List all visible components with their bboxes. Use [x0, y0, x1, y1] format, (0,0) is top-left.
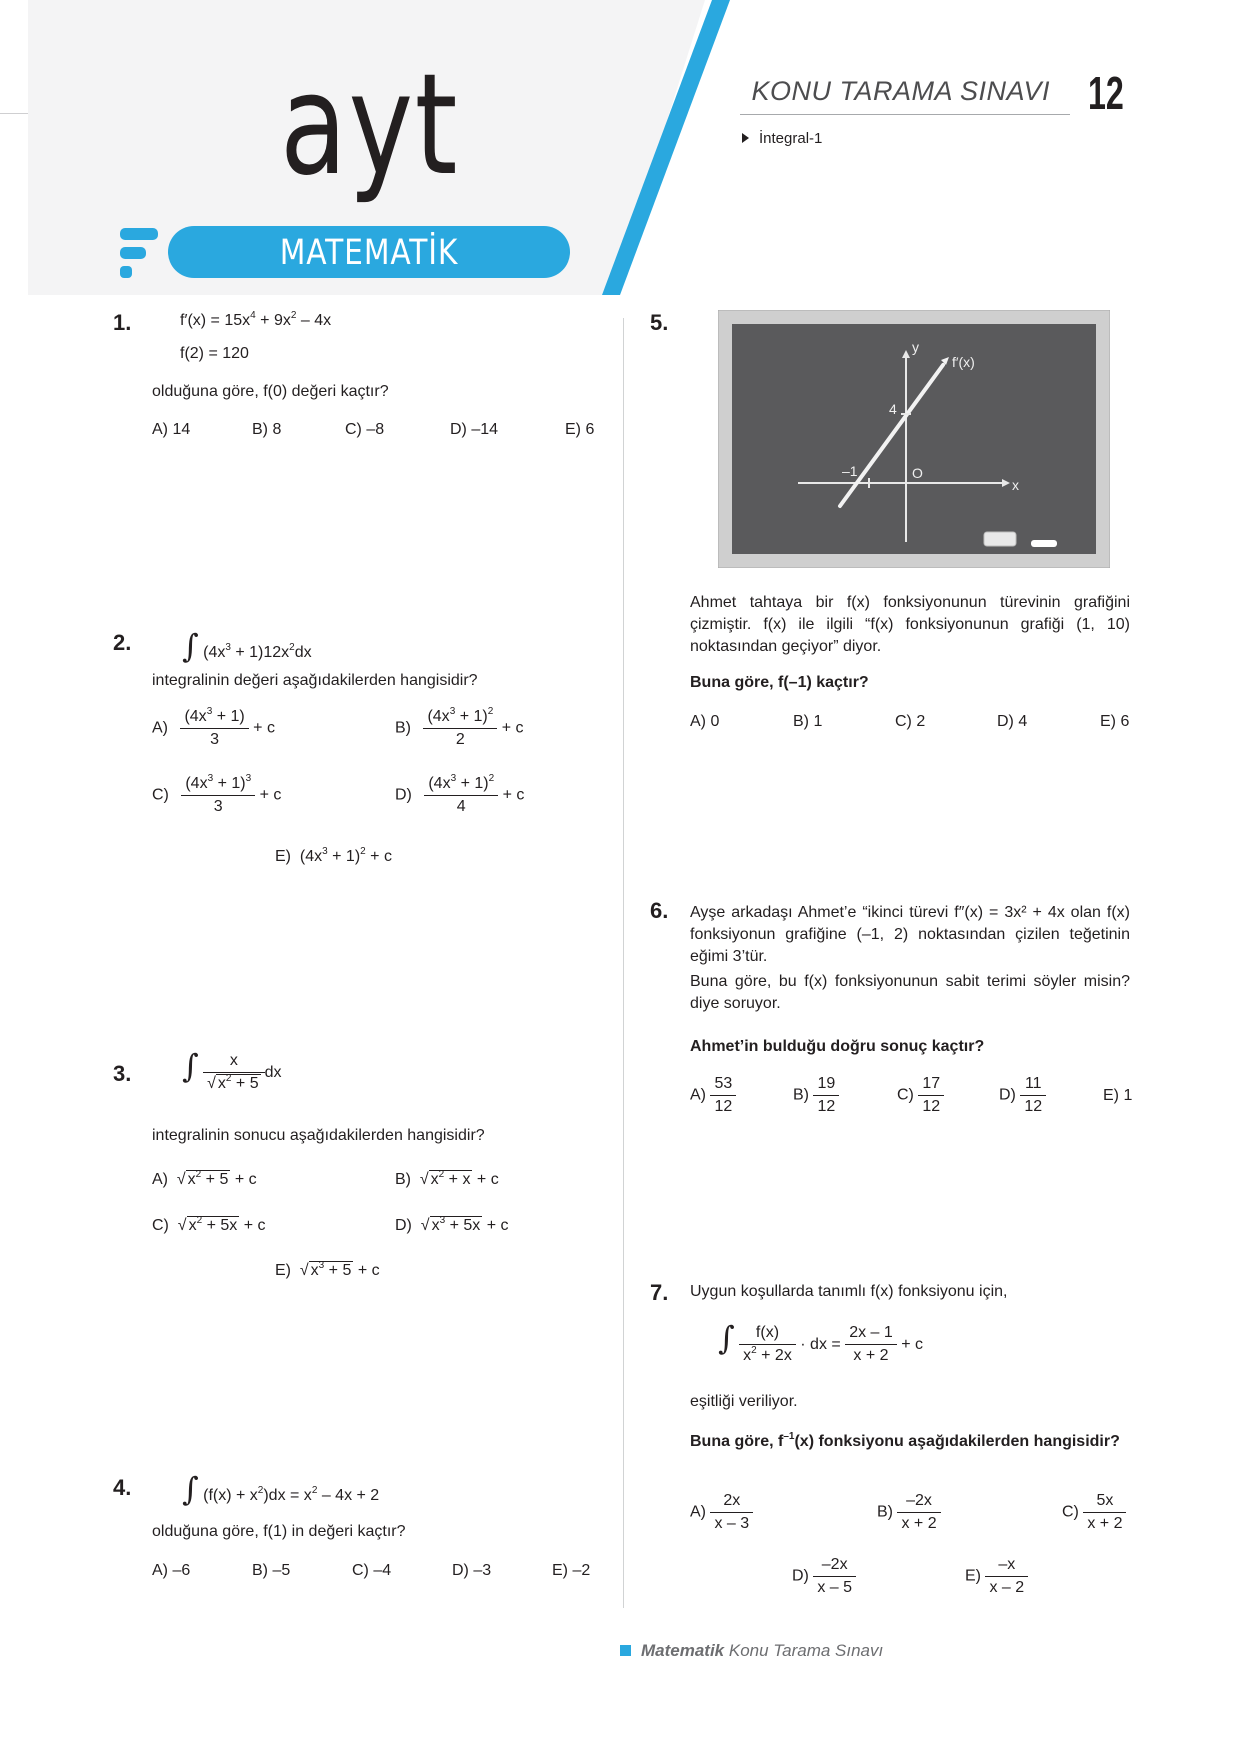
q1-question: olduğuna göre, f(0) değeri kaçtır?: [152, 383, 389, 400]
column-divider: [623, 318, 624, 1608]
integral-sign-icon: ∫: [718, 1319, 735, 1357]
topic-label: [742, 130, 822, 147]
footer-square-icon: [620, 1645, 631, 1656]
q4-option-b[interactable]: B) –5: [252, 1562, 291, 1579]
q2-option-c-denominator: 3: [213, 798, 223, 815]
board-y-label: y: [912, 339, 919, 355]
q1-option-b[interactable]: B) 8: [252, 421, 282, 438]
q6-option-b-denominator: 12: [817, 1098, 836, 1115]
q7-option-c-numerator: 5x: [1083, 1490, 1126, 1513]
q5-option-b[interactable]: B) 1: [793, 713, 823, 730]
q2-option-d[interactable]: [395, 773, 524, 818]
q2-option-e-text: $(4x^3 + 1)^2 + c$: [295, 846, 392, 865]
q7-number: 7.: [650, 1280, 669, 1305]
exam-title: KONU TARAMA SINAVI: [751, 76, 1050, 106]
q3-option-a-label: A): [152, 1171, 168, 1188]
board-curve-label: f′(x): [952, 354, 975, 370]
q2-number: 2.: [113, 630, 132, 655]
q7-after: eşitliği veriliyor.: [690, 1393, 798, 1410]
q3-option-c-radicand: $x^2 + 5x$: [188, 1215, 238, 1234]
q3-option-b-tail: + c: [476, 1171, 499, 1188]
q7-option-c[interactable]: [1062, 1490, 1126, 1535]
q3-option-c-label: C): [152, 1217, 169, 1234]
q6-option-c-label: C): [897, 1086, 914, 1104]
q7-option-c-denominator: x + 2: [1087, 1515, 1123, 1532]
q5-option-d[interactable]: D) 4: [997, 713, 1028, 730]
q7-tail: + c: [901, 1336, 924, 1353]
page-footer: [620, 1641, 883, 1661]
q5-chalkboard-graph: [718, 310, 1110, 568]
exam-title-rule: [740, 114, 1070, 115]
q1-given-value: f(2) = 120: [180, 345, 249, 362]
q3-option-e-label: E): [275, 1262, 291, 1279]
q3-numerator: x: [203, 1050, 264, 1073]
q2-option-e-label: E): [275, 848, 291, 865]
q6-option-a[interactable]: [690, 1073, 736, 1118]
q3-option-d-label: D): [395, 1217, 412, 1234]
page-number: 12: [1088, 67, 1124, 119]
q2-option-d-tail: + c: [502, 786, 525, 804]
q7-option-b-denominator: x + 2: [901, 1515, 937, 1532]
q6-option-d-label: D): [999, 1086, 1016, 1104]
q7-question: Buna göre, $f^{-1}(x)$ fonksiyonu aşağıdakilerden hangisidir?: [690, 1431, 1120, 1450]
q6-paragraph-1: Ayşe arkadaşı Ahmet’e “ikinci türevi f″(x) = 3x² + 4x olan f(x) fonksiyonun grafiğine (–1, 2) noktasından çizilen teğetinin eğimi 3’tür.: [690, 904, 1130, 965]
q5-option-c[interactable]: C) 2: [895, 713, 926, 730]
q6-option-b-numerator: 19: [813, 1073, 839, 1096]
triangle-bullet-icon: [742, 133, 749, 143]
q7-option-a-denominator: x – 3: [714, 1515, 750, 1532]
q2-option-b-numerator: $(4x^3 + 1)^2$: [423, 706, 497, 729]
q6-question: Ahmet’in bulduğu doğru sonuç kaçtır?: [690, 1038, 985, 1055]
q1-number: 1.: [113, 310, 132, 335]
q4-number: 4.: [113, 1475, 132, 1500]
q3-option-a-tail: + c: [234, 1171, 257, 1188]
board-origin-label: O: [912, 465, 923, 481]
q3-option-d-radicand: $x^3 + 5x$: [431, 1215, 481, 1234]
q3-option-d-tail: + c: [486, 1217, 509, 1234]
q7-equation: [718, 1319, 924, 1367]
q6-option-e[interactable]: [1103, 1087, 1132, 1105]
q7-option-b-label: B): [877, 1503, 893, 1521]
q7-intro: Uygun koşullarda tanımlı f(x) fonksiyonu için,: [690, 1283, 1008, 1300]
q7-lhs-numerator: f(x): [739, 1322, 796, 1345]
q3-number: 3.: [113, 1061, 132, 1086]
q6-option-b-label: B): [793, 1086, 809, 1104]
subject-banner: [168, 226, 570, 278]
q3-option-c-tail: + c: [243, 1217, 266, 1234]
footer-title: Konu Tarama Sınavı: [728, 1641, 884, 1660]
q7-option-b-numerator: –2x: [897, 1490, 940, 1513]
q2-integral: ∫ $(4x^3 + 1)12x^2dx$: [182, 627, 312, 665]
q5-paragraph: Ahmet tahtaya bir f(x) fonksiyonunun türevinin grafiğini çizmiştir. f(x) ile ilgili “f(x) fonksiyonunun grafiği (1, 10) noktasından geçiyor” diyor.: [690, 594, 1130, 655]
q6-option-d-denominator: 12: [1024, 1098, 1043, 1115]
q3-integral: [182, 1047, 282, 1095]
q3-option-e[interactable]: E) √ $x^3 + 5 + c$: [275, 1260, 380, 1279]
q2-option-a-label: A): [152, 719, 168, 737]
footer-subject: Matematik: [641, 1641, 725, 1660]
integral-sign-icon: ∫: [182, 1470, 199, 1508]
q3-option-d[interactable]: D) √ $x^3 + 5x + c$: [395, 1215, 509, 1234]
q7-option-a-label: A): [690, 1503, 706, 1521]
q2-option-d-numerator: $(4x^3 + 1)^2$: [424, 773, 498, 796]
q3-option-e-tail: + c: [357, 1262, 380, 1279]
q7-option-d-label: D): [792, 1567, 809, 1585]
q2-question: integralinin değeri aşağıdakilerden hangisidir?: [152, 672, 478, 689]
brand-logo-text: ayt: [280, 44, 460, 207]
q7-option-e-denominator: x – 2: [989, 1579, 1025, 1596]
q6-number: 6.: [650, 898, 669, 923]
q7-option-a[interactable]: [690, 1490, 753, 1535]
q6-option-d-numerator: 11: [1020, 1073, 1046, 1096]
q4-option-d[interactable]: D) –3: [452, 1562, 492, 1579]
q6-option-e-label: E): [1103, 1087, 1119, 1104]
q6-option-a-label: A): [690, 1086, 706, 1104]
q1-option-e[interactable]: E) 6: [565, 421, 595, 438]
q6-option-a-denominator: 12: [714, 1098, 733, 1115]
q2-option-d-denominator: 4: [456, 798, 466, 815]
q3-option-c[interactable]: C) √ $x^2 + 5x + c$: [152, 1215, 266, 1234]
q7-rhs-numerator: 2x – 1: [845, 1322, 897, 1345]
q2-option-a[interactable]: [152, 706, 275, 751]
q6-paragraph-2: Buna göre, bu f(x) fonksiyonunun sabit terimi söyler misin? diye soruyor.: [690, 973, 1130, 1012]
subject-title: MATEMATİK: [279, 233, 459, 273]
q4-integral: ∫ $(f(x) + x^2)dx = x^2 - 4x + 2$: [182, 1470, 380, 1508]
board-y-intercept-label: 4: [889, 401, 897, 417]
q2-option-c-label: C): [152, 786, 169, 804]
q1-option-c[interactable]: C) –8: [345, 421, 385, 438]
q3-question: integralinin sonucu aşağıdakilerden hangisidir?: [152, 1127, 485, 1144]
q2-option-b[interactable]: [395, 706, 524, 751]
q7-option-e[interactable]: [965, 1554, 1028, 1599]
board-x-label: x: [1012, 477, 1019, 493]
q3-option-b-radicand: $x^2 + x$: [430, 1169, 471, 1188]
eraser-icon: [984, 532, 1016, 546]
q7-option-d-numerator: –2x: [813, 1554, 856, 1577]
integral-sign-icon: ∫: [182, 1047, 199, 1085]
q6-option-b[interactable]: [793, 1073, 839, 1118]
q2-option-b-label: B): [395, 719, 411, 737]
q3-option-a[interactable]: A) √ $x^2 + 5 + c$: [152, 1169, 257, 1188]
q3-option-b-label: B): [395, 1171, 411, 1188]
q4-option-a[interactable]: A) –6: [152, 1562, 191, 1579]
q6-option-e-text: 1: [1123, 1087, 1133, 1104]
q3-dx: dx: [264, 1064, 282, 1081]
q2-option-c-numerator: $(4x^3 + 1)^3$: [181, 773, 255, 796]
q7-lhs-denominator: $x^2 + 2x$: [743, 1345, 792, 1365]
q2-option-d-label: D): [395, 786, 412, 804]
board-x-intercept-label: –1: [842, 463, 858, 479]
q7-option-d-denominator: x – 5: [817, 1579, 853, 1596]
q6-option-c-numerator: 17: [918, 1073, 944, 1096]
q1-option-a[interactable]: A) 14: [152, 421, 191, 438]
q2-option-a-numerator: $(4x^3 + 1)$: [180, 706, 248, 729]
q7-option-c-label: C): [1062, 1503, 1079, 1521]
publisher-logo-icon: [120, 228, 160, 280]
q3-option-b[interactable]: B) √ $x^2 + x + c$: [395, 1169, 499, 1188]
q6-option-c[interactable]: [897, 1073, 944, 1118]
q2-option-a-tail: + c: [253, 719, 275, 737]
q2-option-c[interactable]: [152, 773, 281, 818]
q6-option-a-numerator: 53: [710, 1073, 736, 1096]
q7-rhs-denominator: x + 2: [853, 1347, 889, 1365]
q7-mid: · dx =: [800, 1336, 841, 1353]
q7-option-d[interactable]: [792, 1554, 856, 1599]
q4-option-c[interactable]: C) –4: [352, 1562, 392, 1579]
chalk-icon: [1031, 540, 1057, 547]
q6-option-d[interactable]: [999, 1073, 1046, 1118]
integral-sign-icon: ∫: [182, 627, 199, 665]
q5-question: Buna göre, f(–1) kaçtır?: [690, 674, 869, 691]
q1-option-d[interactable]: D) –14: [450, 421, 499, 438]
q7-option-b[interactable]: [877, 1490, 941, 1535]
q5-option-a[interactable]: A) 0: [690, 713, 720, 730]
q5-option-e[interactable]: E) 6: [1100, 713, 1130, 730]
q7-option-e-numerator: –x: [985, 1554, 1028, 1577]
q4-option-e[interactable]: E) –2: [552, 1562, 591, 1579]
q2-option-b-tail: + c: [501, 719, 524, 737]
q2-option-a-denominator: 3: [210, 731, 220, 748]
q5-number: 5.: [650, 310, 669, 335]
q7-option-e-label: E): [965, 1567, 981, 1585]
q6-option-c-denominator: 12: [922, 1098, 941, 1115]
q7-option-a-numerator: 2x: [710, 1490, 753, 1513]
topic-text: İntegral-1: [759, 130, 823, 147]
q2-option-c-tail: + c: [259, 786, 282, 804]
q4-question: olduğuna göre, f(1) in değeri kaçtır?: [152, 1523, 406, 1540]
q2-option-b-denominator: 2: [455, 731, 465, 748]
header-rule-left: [0, 113, 28, 114]
q3-option-e-radicand: $x^3 + 5$: [310, 1260, 352, 1279]
q3-denominator: √ $x^2 + 5$: [207, 1073, 259, 1093]
q2-option-e[interactable]: [275, 848, 392, 866]
q3-option-a-radicand: $x^2 + 5$: [187, 1169, 229, 1188]
q1-given-derivative: $f'(x) = 15x^4 + 9x^2 - 4x$: [180, 310, 332, 329]
